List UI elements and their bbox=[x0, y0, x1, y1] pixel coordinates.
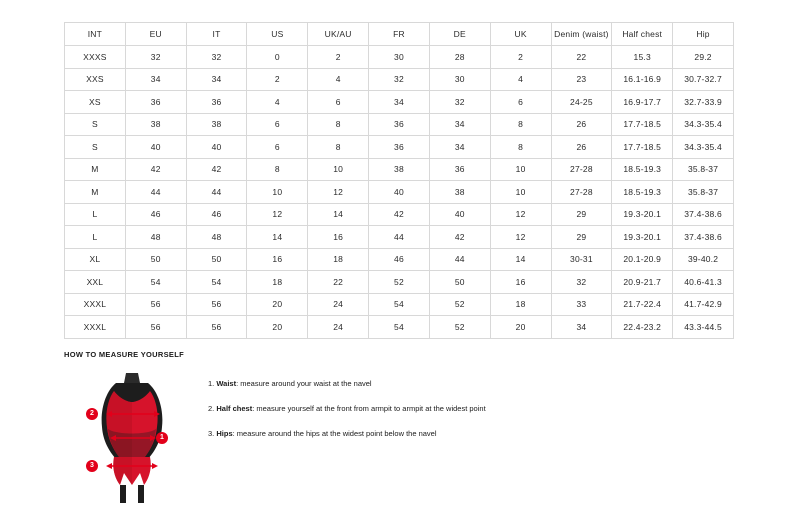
table-cell: XXXS bbox=[65, 46, 126, 69]
table-cell: 22 bbox=[308, 271, 369, 294]
table-row bbox=[65, 46, 734, 69]
table-cell: 2 bbox=[308, 46, 369, 69]
table-cell: 56 bbox=[186, 293, 247, 316]
table-cell: 16 bbox=[247, 248, 308, 271]
table-row bbox=[65, 316, 734, 339]
table-cell: 54 bbox=[125, 271, 186, 294]
table-cell: 52 bbox=[429, 316, 490, 339]
table-cell: 32 bbox=[551, 271, 612, 294]
table-cell: 42 bbox=[429, 226, 490, 249]
table-cell: 33 bbox=[551, 293, 612, 316]
table-cell: 24 bbox=[308, 293, 369, 316]
table-column-header: Half chest bbox=[612, 23, 673, 46]
how-to-measure-title: HOW TO MEASURE YOURSELF bbox=[64, 350, 184, 359]
table-cell: 14 bbox=[247, 226, 308, 249]
table-cell: 44 bbox=[125, 181, 186, 204]
table-cell: 32 bbox=[429, 91, 490, 114]
table-cell: 18.5-19.3 bbox=[612, 181, 673, 204]
table-cell: 8 bbox=[308, 136, 369, 159]
table-header bbox=[65, 23, 734, 46]
table-cell: 34 bbox=[429, 113, 490, 136]
table-cell: 10 bbox=[490, 158, 551, 181]
table-cell: 29 bbox=[551, 226, 612, 249]
table-cell: 29.2 bbox=[673, 46, 734, 69]
table-column-header: Denim (waist) bbox=[551, 23, 612, 46]
table-cell: 20 bbox=[247, 316, 308, 339]
table-cell: M bbox=[65, 158, 126, 181]
table-cell: XL bbox=[65, 248, 126, 271]
table-cell: 52 bbox=[369, 271, 430, 294]
table-cell: 54 bbox=[369, 316, 430, 339]
table-row bbox=[65, 91, 734, 114]
table-cell: 28 bbox=[429, 46, 490, 69]
table-cell: 18 bbox=[247, 271, 308, 294]
table-cell: 19.3-20.1 bbox=[612, 203, 673, 226]
table-cell: 32 bbox=[186, 46, 247, 69]
table-cell: 8 bbox=[308, 113, 369, 136]
table-cell: 37.4-38.6 bbox=[673, 226, 734, 249]
table-cell: 12 bbox=[308, 181, 369, 204]
measure-instruction-number: 1. bbox=[208, 379, 215, 388]
table-header-row bbox=[65, 23, 734, 46]
measure-instruction-term: Waist bbox=[216, 379, 237, 388]
table-cell: 38 bbox=[186, 113, 247, 136]
measure-instruction-text: : measure yourself at the front from armpit to armpit at the widest point bbox=[252, 404, 486, 413]
measure-instruction bbox=[208, 404, 486, 413]
table-cell: XXXL bbox=[65, 316, 126, 339]
table-cell: 20.9-21.7 bbox=[612, 271, 673, 294]
table-cell: S bbox=[65, 113, 126, 136]
table-cell: 16.9-17.7 bbox=[612, 91, 673, 114]
table-cell: 30 bbox=[369, 46, 430, 69]
table-cell: 18 bbox=[490, 293, 551, 316]
table-cell: 10 bbox=[308, 158, 369, 181]
table-cell: 37.4-38.6 bbox=[673, 203, 734, 226]
measure-instruction bbox=[208, 379, 486, 388]
table-cell: 38 bbox=[369, 158, 430, 181]
table-cell: 32.7-33.9 bbox=[673, 91, 734, 114]
table-cell: S bbox=[65, 136, 126, 159]
table-cell: 6 bbox=[308, 91, 369, 114]
size-conversion-table bbox=[64, 22, 734, 339]
table-cell: 38 bbox=[429, 181, 490, 204]
table-cell: 35.8-37 bbox=[673, 181, 734, 204]
table-column-header: US bbox=[247, 23, 308, 46]
table-column-header: IT bbox=[186, 23, 247, 46]
table-cell: 23 bbox=[551, 68, 612, 91]
table-cell: 20 bbox=[247, 293, 308, 316]
table-cell: 10 bbox=[247, 181, 308, 204]
table-cell: 36 bbox=[429, 158, 490, 181]
table-cell: 27-28 bbox=[551, 181, 612, 204]
table-cell: 44 bbox=[369, 226, 430, 249]
table-row bbox=[65, 158, 734, 181]
table-cell: 16 bbox=[308, 226, 369, 249]
table-cell: 6 bbox=[247, 113, 308, 136]
measure-instruction-term: Half chest bbox=[216, 404, 253, 413]
measure-instruction-text: : measure around your waist at the navel bbox=[236, 379, 372, 388]
table-cell: 34 bbox=[551, 316, 612, 339]
table-cell: 8 bbox=[490, 113, 551, 136]
table-cell: 34 bbox=[186, 68, 247, 91]
table-cell: 40.6-41.3 bbox=[673, 271, 734, 294]
table-column-header: DE bbox=[429, 23, 490, 46]
table-cell: XXS bbox=[65, 68, 126, 91]
table-cell: 46 bbox=[186, 203, 247, 226]
table-body bbox=[65, 46, 734, 339]
table-cell: 35.8-37 bbox=[673, 158, 734, 181]
table-cell: 29 bbox=[551, 203, 612, 226]
table-cell: 16 bbox=[490, 271, 551, 294]
table-cell: 34 bbox=[429, 136, 490, 159]
table-cell: 6 bbox=[247, 136, 308, 159]
table-cell: 34.3-35.4 bbox=[673, 113, 734, 136]
table-column-header: Hip bbox=[673, 23, 734, 46]
table-cell: 26 bbox=[551, 113, 612, 136]
table-row bbox=[65, 68, 734, 91]
table-cell: 8 bbox=[490, 136, 551, 159]
measure-marker-2: 2 bbox=[86, 408, 98, 420]
table-row bbox=[65, 226, 734, 249]
table-cell: 20 bbox=[490, 316, 551, 339]
table-cell: 20.1-20.9 bbox=[612, 248, 673, 271]
mannequin-illustration bbox=[64, 369, 194, 504]
table-cell: XXXL bbox=[65, 293, 126, 316]
table-cell: 44 bbox=[186, 181, 247, 204]
table-cell: 39-40.2 bbox=[673, 248, 734, 271]
measure-instruction-text: : measure around the hips at the widest point below the navel bbox=[232, 429, 437, 438]
measure-instruction bbox=[208, 429, 486, 438]
table-cell: 56 bbox=[186, 316, 247, 339]
how-to-measure-body bbox=[64, 369, 764, 504]
table-cell: 17.7-18.5 bbox=[612, 113, 673, 136]
table-column-header: INT bbox=[65, 23, 126, 46]
table-cell: 46 bbox=[369, 248, 430, 271]
table-cell: 0 bbox=[247, 46, 308, 69]
table-cell: 22 bbox=[551, 46, 612, 69]
table-row bbox=[65, 136, 734, 159]
table-cell: 40 bbox=[125, 136, 186, 159]
table-row bbox=[65, 203, 734, 226]
table-cell: 17.7-18.5 bbox=[612, 136, 673, 159]
table-cell: 36 bbox=[369, 136, 430, 159]
table-cell: 18 bbox=[308, 248, 369, 271]
table-column-header: FR bbox=[369, 23, 430, 46]
table-cell: 42 bbox=[369, 203, 430, 226]
table-row bbox=[65, 248, 734, 271]
table-row bbox=[65, 293, 734, 316]
table-column-header: UK/AU bbox=[308, 23, 369, 46]
table-cell: 34 bbox=[125, 68, 186, 91]
table-cell: 26 bbox=[551, 136, 612, 159]
table-cell: 2 bbox=[247, 68, 308, 91]
table-cell: 30 bbox=[429, 68, 490, 91]
table-cell: 56 bbox=[125, 293, 186, 316]
table-cell: 30-31 bbox=[551, 248, 612, 271]
table-cell: 46 bbox=[125, 203, 186, 226]
measure-marker-1: 1 bbox=[156, 432, 168, 444]
measure-instruction-number: 3. bbox=[208, 429, 215, 438]
measure-instruction-number: 2. bbox=[208, 404, 215, 413]
table-cell: 38 bbox=[125, 113, 186, 136]
table-cell: 16.1-16.9 bbox=[612, 68, 673, 91]
table-cell: 40 bbox=[429, 203, 490, 226]
table-column-header: EU bbox=[125, 23, 186, 46]
table-cell: 42 bbox=[125, 158, 186, 181]
table-cell: 27-28 bbox=[551, 158, 612, 181]
table-cell: 22.4-23.2 bbox=[612, 316, 673, 339]
table-cell: 48 bbox=[186, 226, 247, 249]
table-cell: M bbox=[65, 181, 126, 204]
table-cell: 10 bbox=[490, 181, 551, 204]
measure-instruction-term: Hips bbox=[216, 429, 233, 438]
table-column-header: UK bbox=[490, 23, 551, 46]
table-cell: 19.3-20.1 bbox=[612, 226, 673, 249]
table-cell: 18.5-19.3 bbox=[612, 158, 673, 181]
table-cell: 42 bbox=[186, 158, 247, 181]
table-row bbox=[65, 113, 734, 136]
table-cell: 30.7-32.7 bbox=[673, 68, 734, 91]
table-cell: L bbox=[65, 226, 126, 249]
table-cell: L bbox=[65, 203, 126, 226]
measure-instructions-list bbox=[208, 369, 486, 454]
table-cell: XXL bbox=[65, 271, 126, 294]
measure-marker-3: 3 bbox=[86, 460, 98, 472]
table-cell: 34.3-35.4 bbox=[673, 136, 734, 159]
table-row bbox=[65, 181, 734, 204]
table-cell: 4 bbox=[247, 91, 308, 114]
table-cell: 32 bbox=[125, 46, 186, 69]
table-cell: 14 bbox=[308, 203, 369, 226]
how-to-measure-section bbox=[64, 350, 764, 504]
table-cell: 15.3 bbox=[612, 46, 673, 69]
table-cell: 56 bbox=[125, 316, 186, 339]
table-cell: 36 bbox=[369, 113, 430, 136]
table-cell: 40 bbox=[186, 136, 247, 159]
table-cell: 8 bbox=[247, 158, 308, 181]
table-cell: 12 bbox=[490, 203, 551, 226]
table-cell: 50 bbox=[429, 271, 490, 294]
table-cell: 36 bbox=[186, 91, 247, 114]
table-cell: 34 bbox=[369, 91, 430, 114]
table-cell: 14 bbox=[490, 248, 551, 271]
table-cell: 4 bbox=[308, 68, 369, 91]
table-cell: 4 bbox=[490, 68, 551, 91]
body-measure-diagram-icon bbox=[64, 369, 194, 504]
table-cell: 2 bbox=[490, 46, 551, 69]
table-cell: 44 bbox=[429, 248, 490, 271]
table-cell: 54 bbox=[186, 271, 247, 294]
table-cell: 52 bbox=[429, 293, 490, 316]
table-cell: 6 bbox=[490, 91, 551, 114]
table-cell: 24 bbox=[308, 316, 369, 339]
table-cell: 32 bbox=[369, 68, 430, 91]
table-cell: 50 bbox=[125, 248, 186, 271]
table-cell: 50 bbox=[186, 248, 247, 271]
size-chart-container bbox=[64, 22, 734, 339]
table-cell: 24-25 bbox=[551, 91, 612, 114]
table-cell: 43.3-44.5 bbox=[673, 316, 734, 339]
table-cell: 21.7-22.4 bbox=[612, 293, 673, 316]
table-cell: XS bbox=[65, 91, 126, 114]
table-cell: 54 bbox=[369, 293, 430, 316]
table-cell: 40 bbox=[369, 181, 430, 204]
table-row bbox=[65, 271, 734, 294]
table-cell: 41.7-42.9 bbox=[673, 293, 734, 316]
table-cell: 12 bbox=[247, 203, 308, 226]
table-cell: 48 bbox=[125, 226, 186, 249]
table-cell: 12 bbox=[490, 226, 551, 249]
table-cell: 36 bbox=[125, 91, 186, 114]
